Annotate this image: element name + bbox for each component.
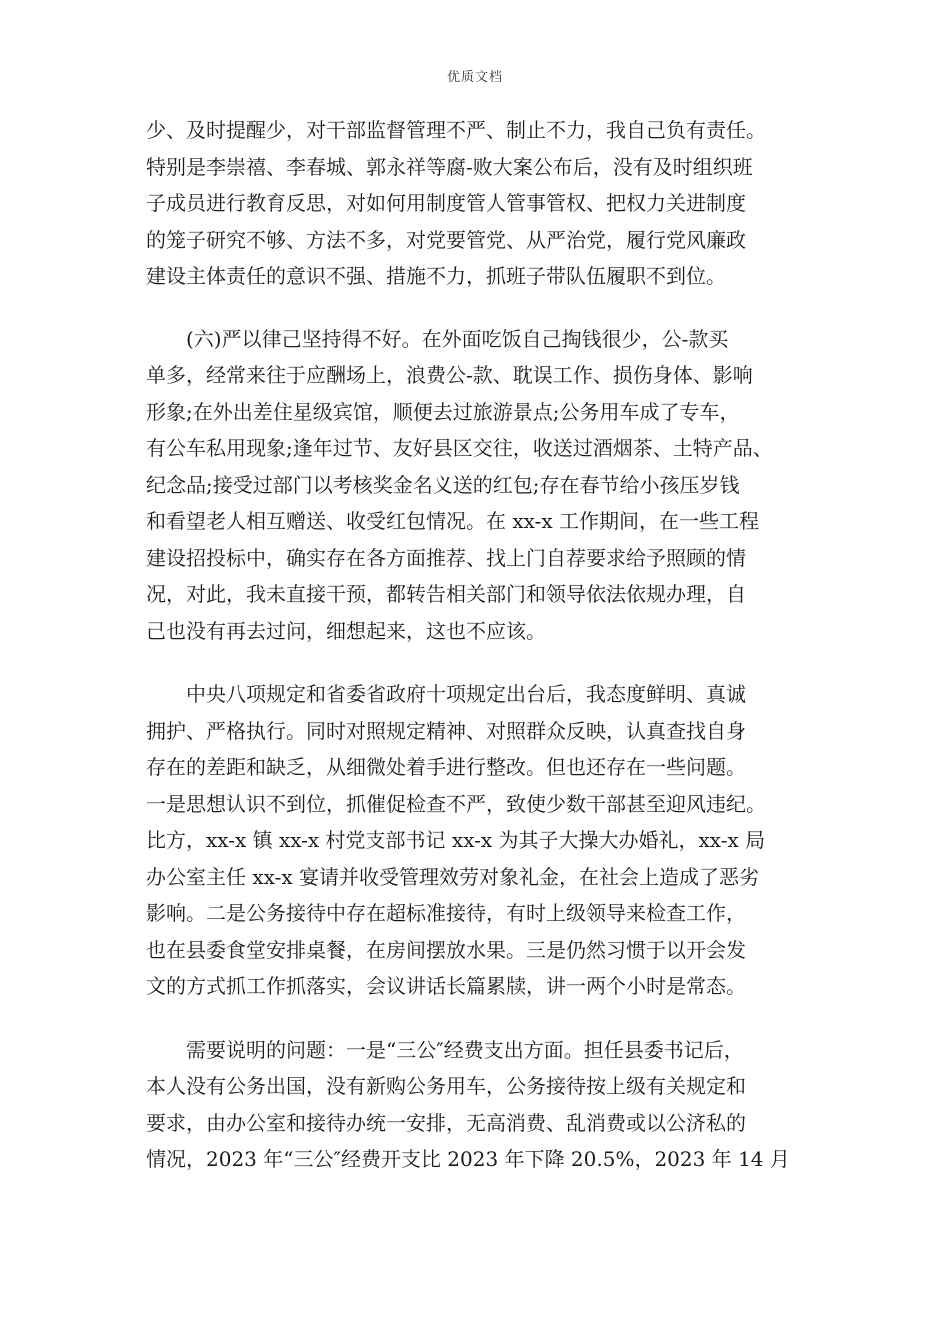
text-line: 子成员进行教育反思，对如何用制度管人管事管权、把权力关进制度 bbox=[146, 191, 746, 215]
text-line: 影响。二是公务接待中存在超标准接待，有时上级领导来检查工作， bbox=[146, 901, 746, 925]
text-line: (六)严以律己坚持得不好。在外面吃饭自己掏钱很少，公-款买 bbox=[146, 326, 729, 351]
text-line: 特别是李崇禧、李春城、郭永祥等腐-败大案公布后，没有及时组织班 bbox=[146, 154, 753, 179]
text-line: 本人没有公务出国，没有新购公务用车，公务接待按上级有关规定和 bbox=[146, 1074, 746, 1098]
text-line: 况，对此，我未直接干预，都转告相关部门和领导依法依规办理，自 bbox=[146, 582, 746, 606]
text-line: 建设主体责任的意识不强、措施不力，抓班子带队伍履职不到位。 bbox=[146, 264, 726, 288]
paragraph-4 bbox=[146, 1032, 818, 1178]
text-line: 存在的差距和缺乏，从细微处着手进行整改。但也还存在一些问题。 bbox=[146, 755, 746, 779]
text-line: 比方，xx-x 镇 xx-x 村党支部书记 xx-x 为其子大操大办婚礼，xx-x 局 bbox=[146, 828, 766, 852]
text-line: 纪念品;接受过部门以考核奖金名义送的红包;存在春节给小孩压岁钱 bbox=[146, 472, 740, 497]
text-line: 和看望老人相互赠送、收受红包情况。在 xx-x 工作期间，在一些工程 bbox=[146, 509, 759, 533]
text-line: 有公车私用现象;逢年过节、友好县区交往，收送过酒烟茶、土特产品、 bbox=[146, 436, 773, 460]
text-line: 建设招投标中，确实存在各方面推荐、找上门自荐要求给予照顾的情 bbox=[146, 545, 746, 570]
text-line: 也在县委食堂安排桌餐，在房间摆放水果。三是仍然习惯于以开会发 bbox=[146, 937, 746, 962]
text-line: 情况，2023 年“三公″经费开支比 2023 年下降 20.5%，2023 年 14 月 bbox=[146, 1147, 790, 1171]
text-line: 办公室主任 xx-x 宴请并收受管理效劳对象礼金，在社会上造成了恶劣 bbox=[146, 864, 759, 889]
text-line: 形象;在外出差住星级宾馆，顺便去过旅游景点;公务用车成了专车， bbox=[146, 399, 740, 424]
document-body bbox=[146, 112, 818, 1205]
text-line: 中央八项规定和省委省政府十项规定出台后，我态度鲜明、真诚 bbox=[146, 682, 746, 706]
text-line: 的笼子研究不够、方法不多，对党要管党、从严治党，履行党风廉政 bbox=[146, 227, 746, 252]
text-line: 拥护、严格执行。同时对照规定精神、对照群众反映，认真查找自身 bbox=[146, 718, 746, 743]
page-header: 优质文档 bbox=[446, 70, 503, 85]
paragraph-3 bbox=[146, 676, 818, 1005]
text-line: 单多，经常来往于应酬场上，浪费公-款、耽误工作、损伤身体、影响 bbox=[146, 363, 753, 387]
text-line: 一是思想认识不到位，抓催促检查不严，致使少数干部甚至迎风违纪。 bbox=[146, 791, 766, 816]
text-line: 少、及时提醒少，对干部监督管理不严、制止不力，我自己负有责任。 bbox=[146, 118, 766, 142]
paragraph-2 bbox=[146, 321, 818, 650]
text-line: 要求，由办公室和接待办统一安排，无高消费、乱消费或以公济私的 bbox=[146, 1110, 746, 1135]
text-line: 文的方式抓工作抓落实，会议讲话长篇累牍，讲一两个小时是常态。 bbox=[146, 974, 746, 998]
text-line: 需要说明的问题：一是“三公″经费支出方面。担任县委书记后， bbox=[146, 1037, 744, 1062]
paragraph-1 bbox=[146, 112, 818, 295]
text-line: 己也没有再去过问，细想起来，这也不应该。 bbox=[146, 618, 546, 643]
